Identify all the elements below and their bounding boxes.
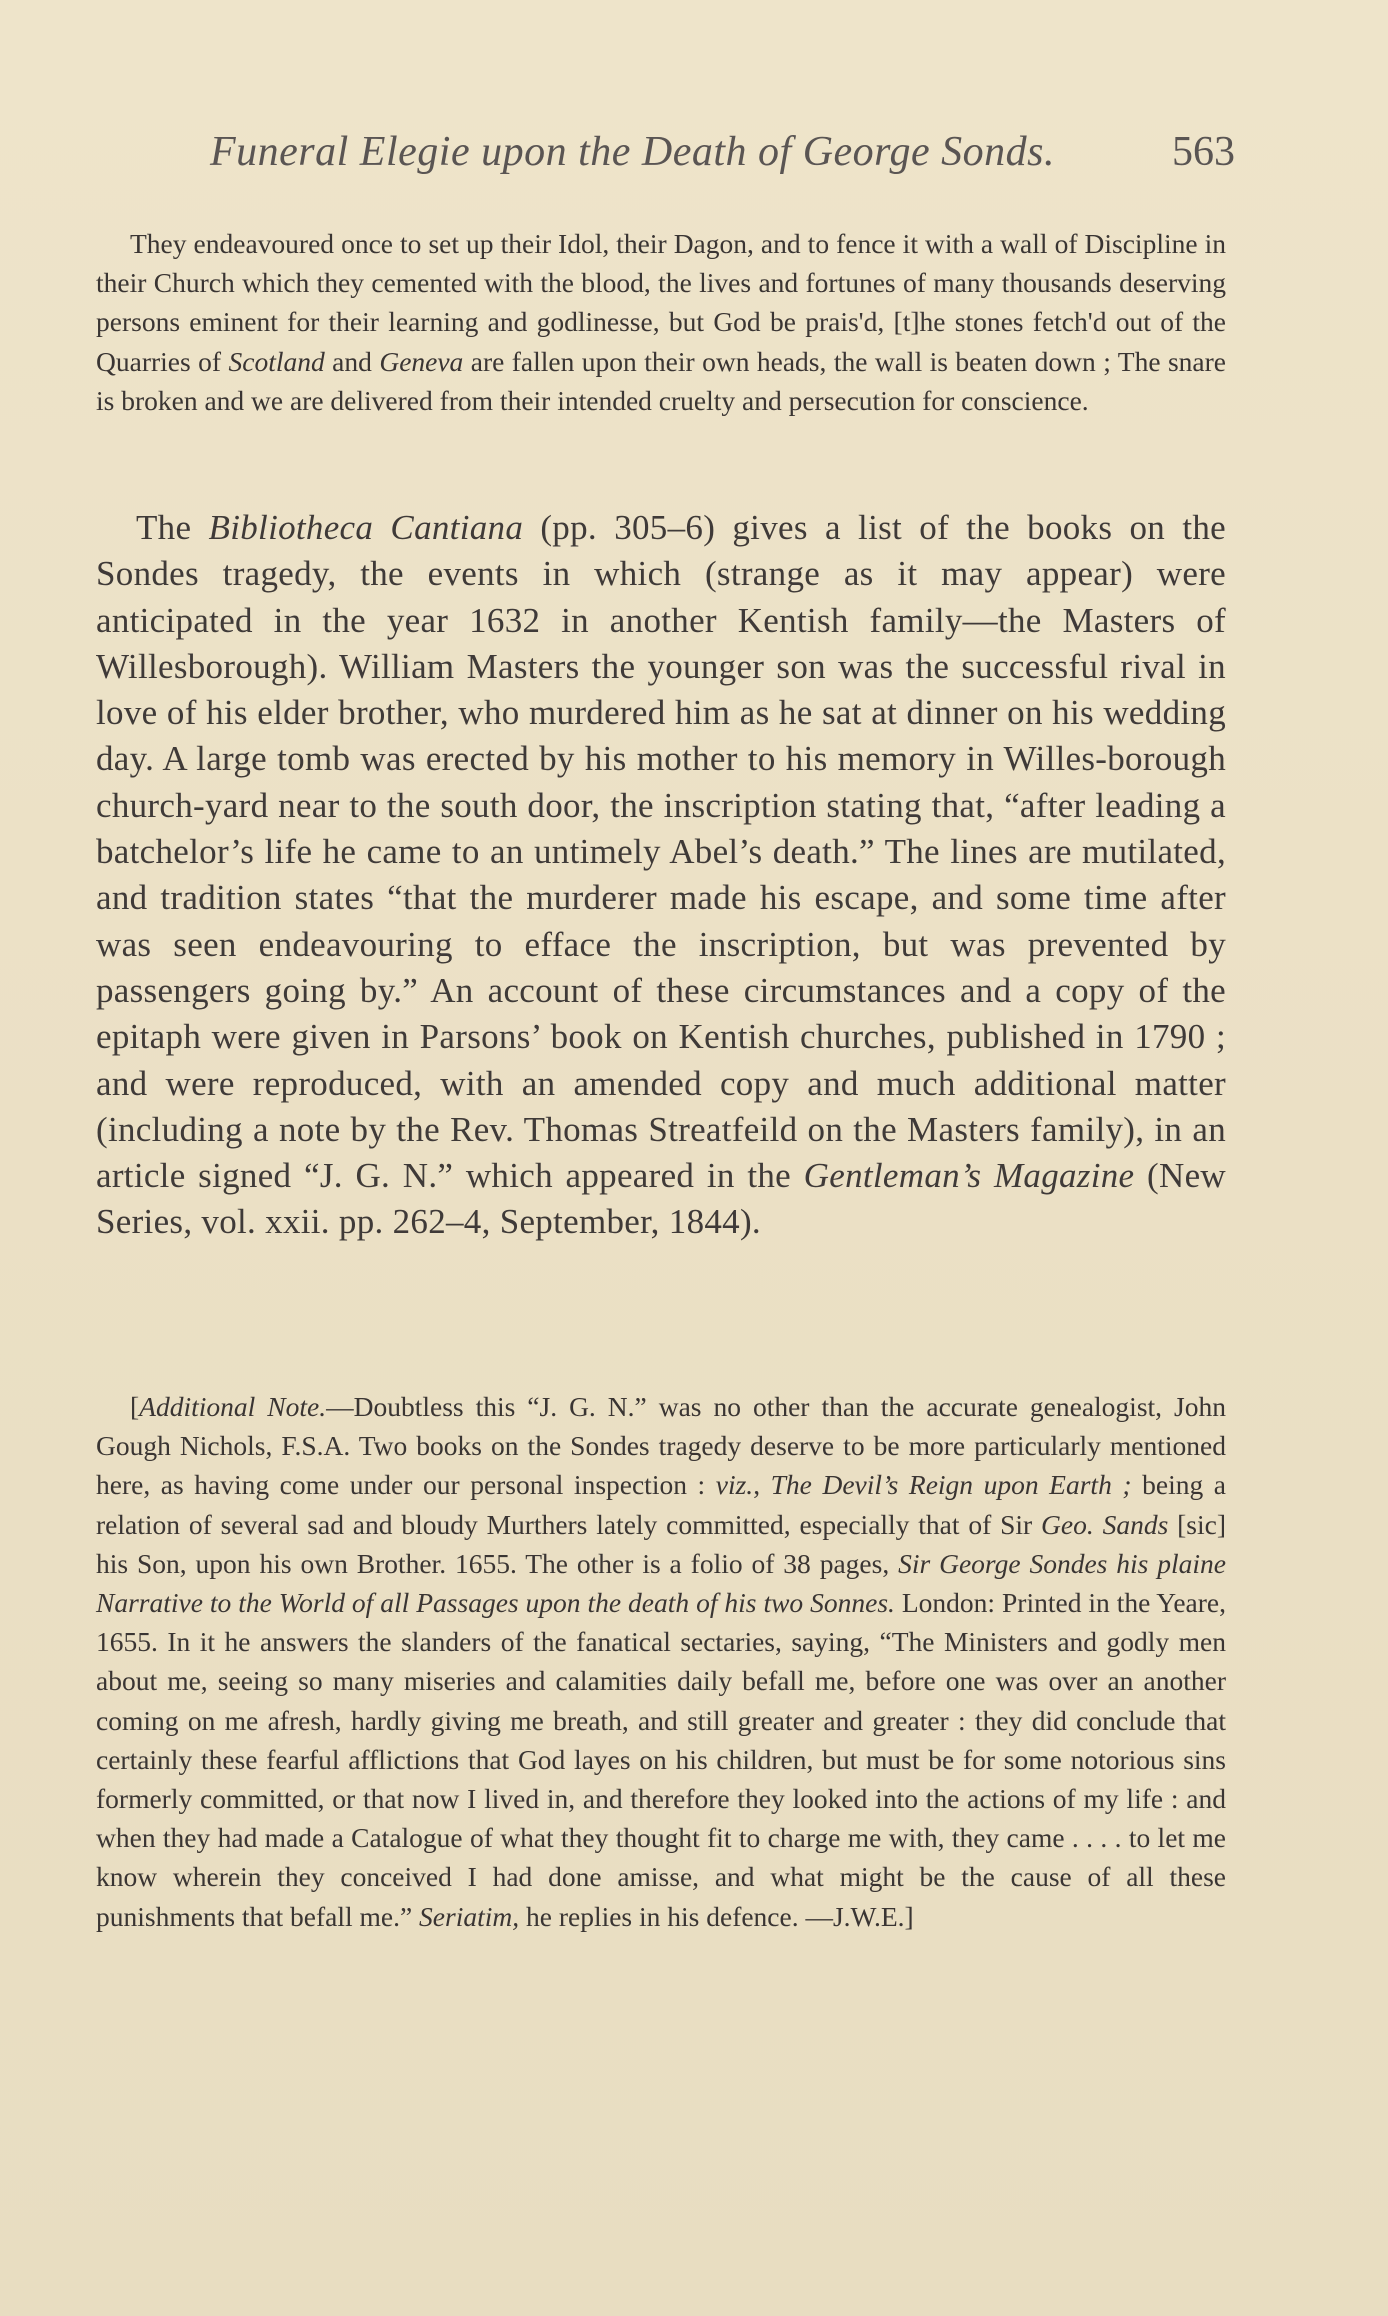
italic-scotland: Scotland <box>228 345 325 377</box>
italic-sondes-narrative: Sir George Sondes his plaine Narrative to the World of all Passages upon the death of his two Sonnes. <box>96 1547 1226 1619</box>
main-paragraph: The Bibliotheca Cantiana (pp. 305–6) gives a list of the books on the Sondes tragedy, the events in which (strange as it may appear) were anticipated in the year 1632 in another Kentish family—the Masters of Willesborough). William Masters the younger son was the successful rival in love of his elder brother, who murdered him as he sat at dinner on his wedding day. A large tomb was erected by his mother to his memory in Willes-borough church-yard near to the south door, the inscription stating that, “after leading a batchelor’s life he came to an untimely Abel’s death.” The lines are mutilated, and tradition states “that the murderer made his escape, and some time after was seen endeavouring to efface the inscription, but was prevented by passengers going by.” An account of these circumstances and a copy of the epitaph were given in Parsons’ book on Kentish churches, published in 1790 ; and were reproduced, with an amended copy and much additional matter (including a note by the Rev. Thomas Streatfeild on the Masters family), in an article signed “J. G. N.” which appeared in the Gentleman’s Magazine (New Series, vol. xxii. pp. 262–4, September, 1844). <box>96 508 1226 1242</box>
running-title: Funeral Elegie upon the Death of George Sonds. <box>210 129 1055 175</box>
italic-seriatim: Seriatim, <box>419 1900 520 1932</box>
page-number: 563 <box>1172 129 1235 175</box>
italic-geo-sands: Geo. Sands <box>1041 1508 1169 1540</box>
italic-geneva: Geneva <box>379 345 464 377</box>
italic-gentlemans-magazine: Gentleman’s Magazine <box>803 1156 1135 1196</box>
italic-bibliotheca-cantiana: Bibliotheca Cantiana <box>208 508 524 547</box>
italic-devils-reign: The Devil’s Reign upon Earth ; <box>770 1469 1132 1501</box>
additional-note: [Additional Note.—Doubtless this “J. G. N.” was no other than the accurate genealogist, John Gough Nichols, F.S.A. Two books on the Sondes tragedy deserve to be more particularly mentioned here, as having come under our personal inspection : viz., The Devil’s Reign upon Earth ; being a relation of several sad and bloudy Murthers lately committed, especially that of Sir Geo. Sands [sic] his Son, upon his own Brother. 1655. The other is a folio of 38 pages, Sir George Sondes his plaine Narrative to the World of all Passages upon the death of his two Sonnes. London: Printed in the Yeare, 1655. In it he answers the slanders of the fanatical sectaries, saying, “The Ministers and godly men about me, seeing so many miseries and calamities daily befall me, before one was over an another coming on me afresh, hardly giving me breath, and still greater and greater : they did conclude that certainly these fearful afflictions that God layes on his children, but must be for some notorious sins formerly committed, or that now I lived in, and therefore they looked into the actions of my life : and when they had made a Catalogue of what they thought fit to charge me with, they came . . . . to let me know wherein they conceived I had done amisse, and what might be the cause of all these punishments that befall me.” Seriatim, he replies in his defence. —J.W.E.] <box>96 1391 1227 1932</box>
italic-additional-note: Additional Note. <box>139 1391 327 1422</box>
quoted-passage: They endeavoured once to set up their Idol, their Dagon, and to fence it with a wall of Discipline in their Church which they cemented with the blood, the lives and fortunes of many thousands deserving persons eminent for their learning and godlinesse, but God be prais'd, [t]he stones fetch'd out of the Quarries of Scotland and Geneva are fallen upon their own heads, the wall is beaten down ; The snare is broken and we are delivered from their intended cruelty and persecution for conscience. <box>96 228 1226 416</box>
italic-viz: viz. <box>715 1469 754 1501</box>
page-header <box>210 128 1235 188</box>
